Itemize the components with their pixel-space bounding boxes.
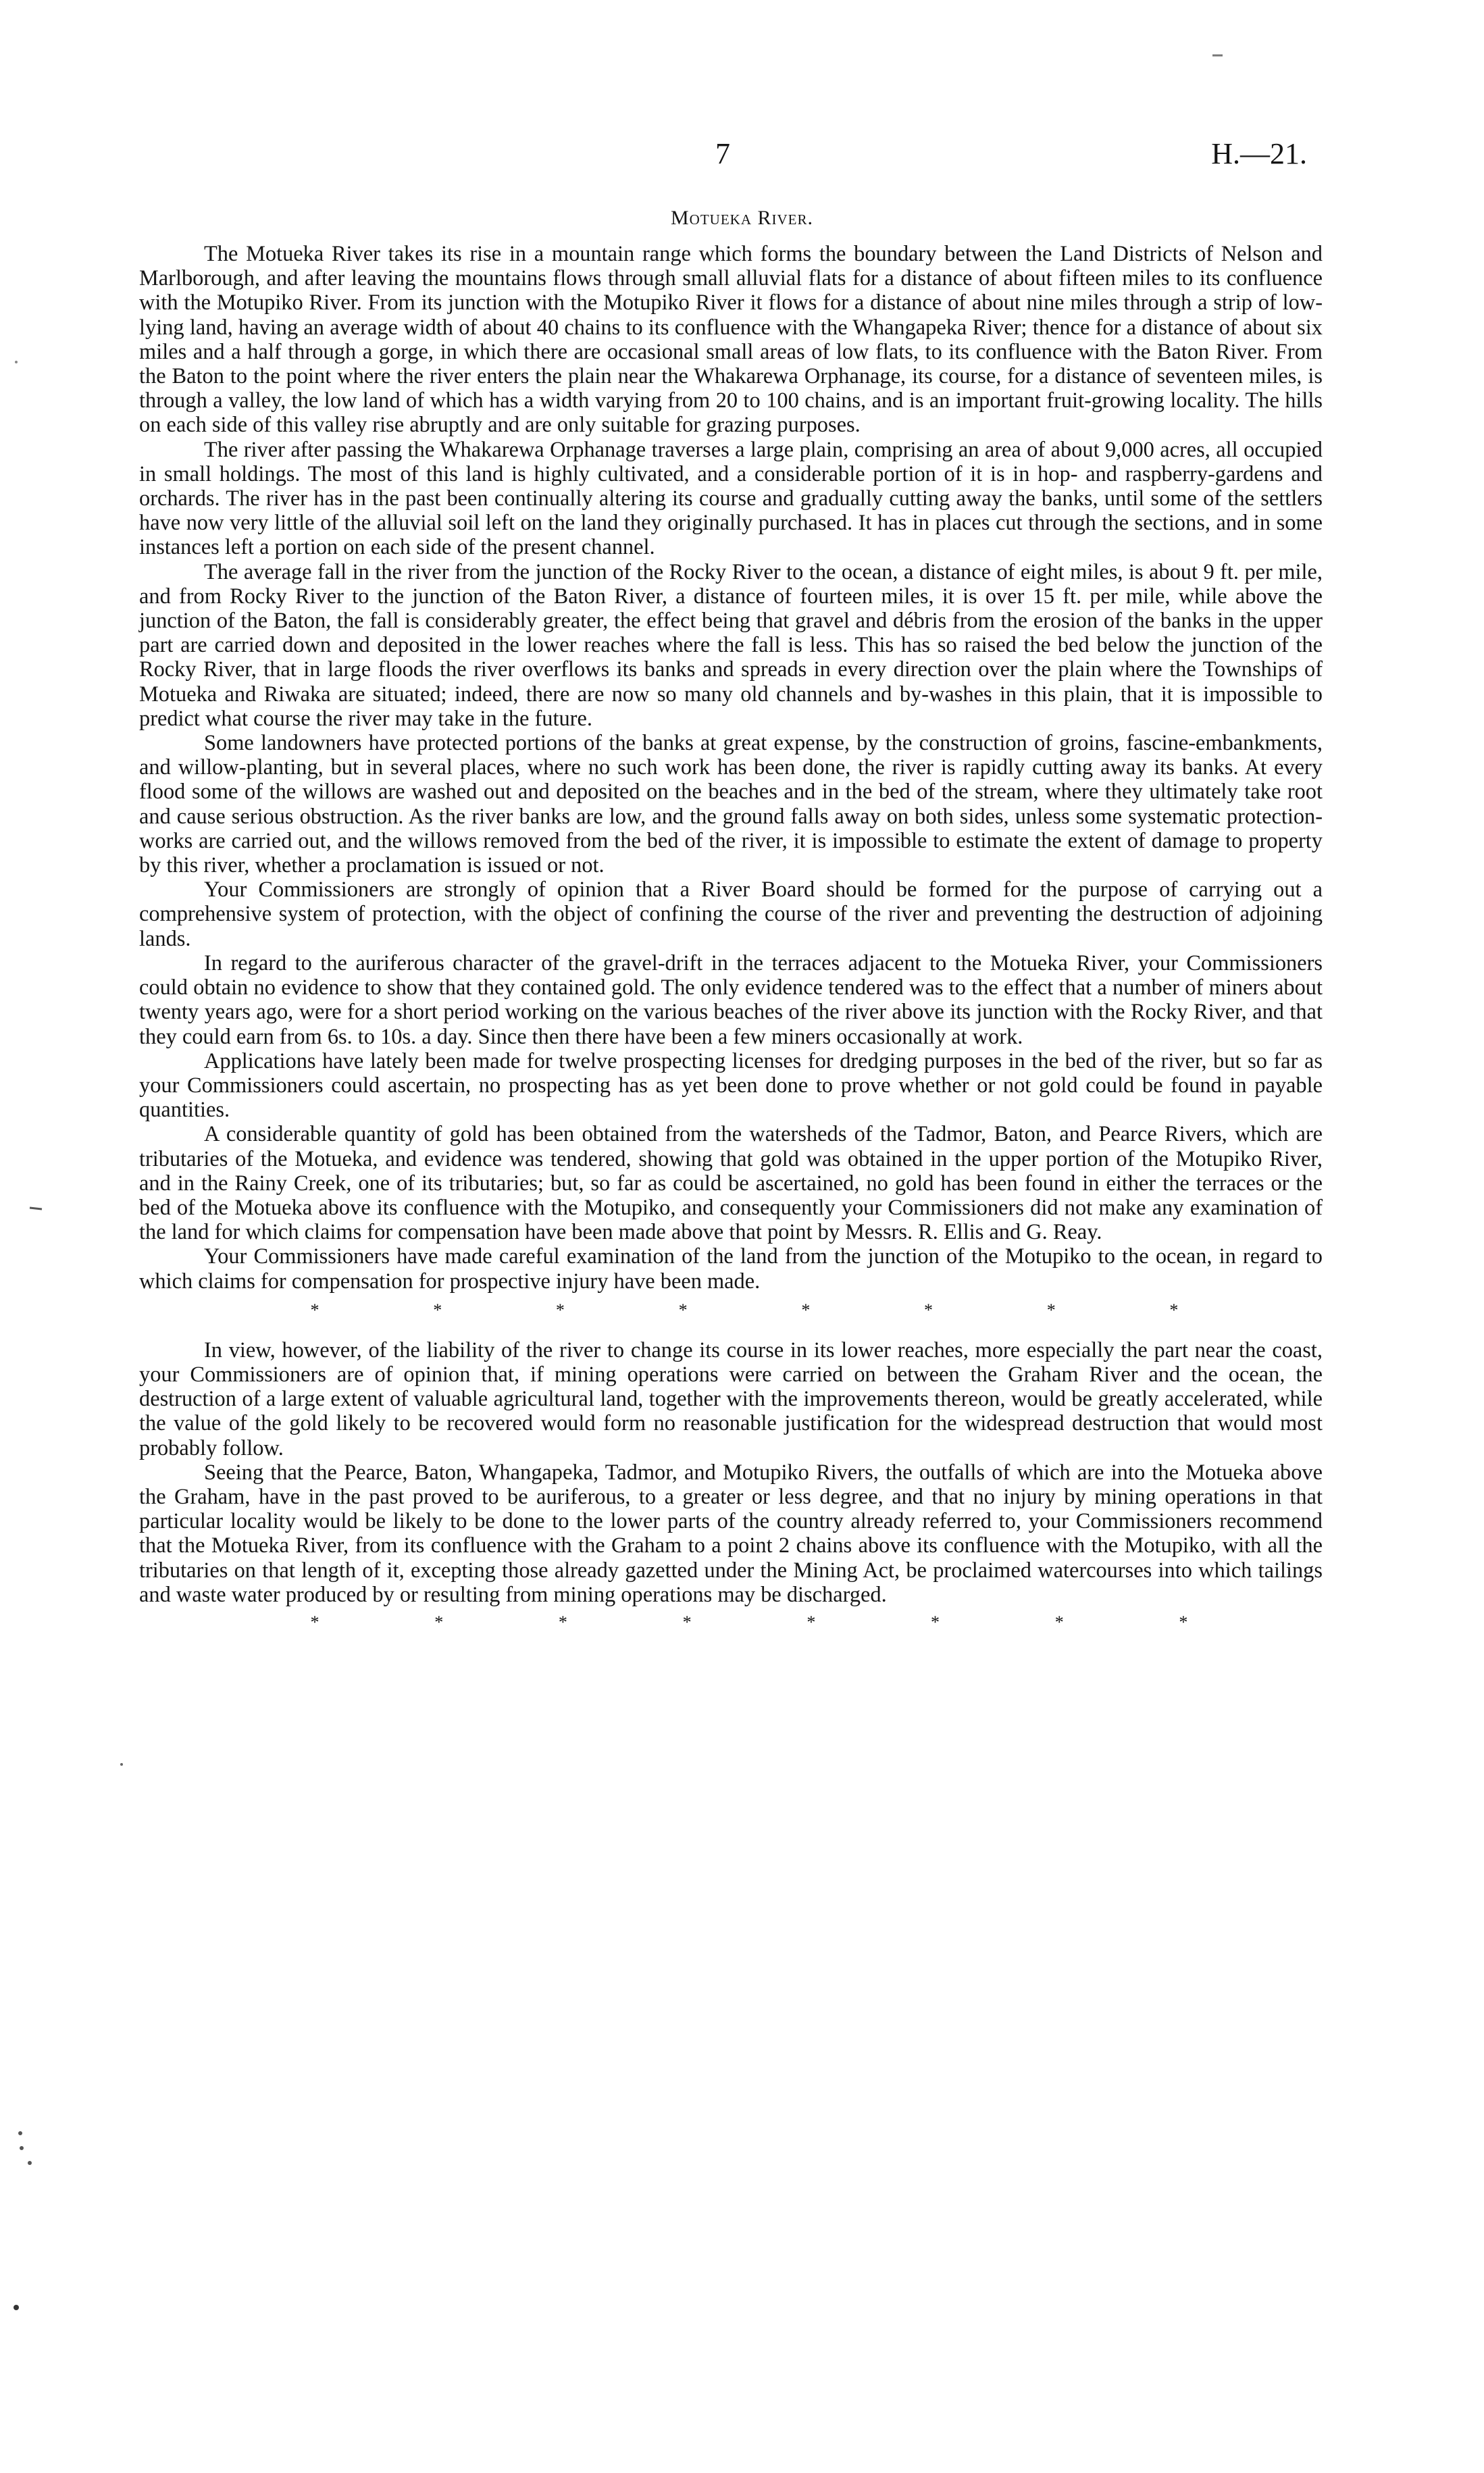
scan-speck — [18, 2131, 22, 2135]
scan-speck — [20, 2146, 24, 2150]
document-body — [139, 242, 1323, 1635]
paragraph: Applications have lately been made for twelve prospecting licenses for dredging purposes in the bed of the river, but so far as your Commissioners could ascertain, no prospecting has as yet been done to prove whether or not gold could be found in payable quantities. — [139, 1048, 1323, 1123]
paragraph: Your Commissioners have made careful examination of the land from the junction of the Motupiko to the ocean, in regard to which claims for compensation for prospective injury have been made. — [139, 1244, 1323, 1294]
asterisk: * — [801, 1300, 811, 1320]
paragraph: The river after passing the Whakarewa Orphanage traverses a large plain, comprising an area of about 9,000 acres, all occupied in small holdings. The most of this land is highly cultivated, and a considerable portion of it is in hop- and raspberry-gardens and orchards. The river has in the past been continually altering its course and gradually cutting away the banks, until some of the settlers have now very little of the alluvial soil left on the land they originally purchased. It has in places cut through the sections, and in some instances left a portion on each side of the present channel. — [139, 437, 1323, 560]
ellipsis-row — [139, 1298, 1323, 1323]
asterisk: * — [1054, 1612, 1064, 1632]
paragraph: Your Commissioners are strongly of opinion that a River Board should be formed for the purpose of carrying out a comprehensive system of protection, with the object of confining the course of the river and preventing the destruction of adjoining lands. — [139, 877, 1323, 951]
asterisk: * — [924, 1300, 933, 1320]
asterisk: * — [558, 1612, 567, 1632]
scan-speck — [15, 361, 18, 363]
asterisk: * — [310, 1612, 319, 1632]
scan-speck — [14, 2305, 19, 2310]
asterisk: * — [434, 1612, 444, 1632]
scan-speck — [120, 1763, 123, 1766]
scan-speck — [30, 1208, 42, 1209]
paper-reference: H.—21. — [1211, 137, 1307, 170]
asterisk: * — [555, 1300, 565, 1320]
page-number: 7 — [715, 137, 730, 170]
paragraph: In view, however, of the liability of the river to change its course in its lower reaches, more especially the part near the coast, your Commissioners are of opinion that, if mining operations were carried on between the Graham River and the ocean, the destruction of a large extent of valuable agricultural land, together with the improvements thereon, would be greatly accelerated, while the value of the gold likely to be recovered would form no reasonable justification for the widespread destruction that would most probably follow. — [139, 1337, 1323, 1460]
asterisk: * — [807, 1612, 816, 1632]
ellipsis-row — [139, 1610, 1323, 1635]
paragraph: The Motueka River takes its rise in a mountain range which forms the boundary between the Land Districts of Nelson and Marlborough, and after leaving the mountains flows through small alluvial flats for a distance of about fifteen miles to its confluence with the Motupiko River. From its junction with the Motupiko River it flows for a distance of about nine miles through a strip of low-lying land, having an average width of about 40 chains to its confluence with the Whangapeka River; thence for a distance of about six miles and a half through a gorge, in which there are occasional small areas of low flats, to its confluence with the Baton River. From the Baton to the point where the river enters the plain near the Whakarewa Orphanage, its course, for a distance of seventeen miles, is through a valley, the low land of which has a width varying from 20 to 100 chains, and is an important fruit-growing locality. The hills on each side of this valley rise abruptly and are only suitable for grazing purposes. — [139, 242, 1323, 438]
paragraph: In regard to the auriferous character of the gravel-drift in the terraces adjacent to the Motueka River, your Commissioners could obtain no evidence to show that they contained gold. The only evidence tendered was to the effect that a number of miners about twenty years ago, were for a short period working on the various beaches of the river above its junction with the Rocky River, and that they could earn from 6s. to 10s. a day. Since then there have been a few miners occasionally at work. — [139, 950, 1323, 1049]
asterisk: * — [1046, 1300, 1056, 1320]
paragraph: A considerable quantity of gold has been obtained from the watersheds of the Tadmor, Baton, and Pearce Rivers, which are tributaries of the Motueka, and evidence was tendered, showing that gold was obtained in the upper portion of the Motupiko River, and in the Rainy Creek, one of its tributaries; but, so far as could be ascertained, no gold has been found in either the terraces or the bed of the Motueka above its confluence with the Motupiko, and consequently your Commissioners did not make any examination of the land for which claims for compensation have been made above that point by Messrs. R. Ellis and G. Reay. — [139, 1122, 1323, 1245]
asterisk: * — [931, 1612, 940, 1632]
asterisk: * — [682, 1612, 692, 1632]
paragraph: Some landowners have protected portions of the banks at great expense, by the construction of groins, fascine-embankments, and willow-planting, but in several places, where no such work has been done, the river is rapidly cutting away its banks. At every flood some of the willows are washed out and deposited on the beaches and in the bed of the stream, where they ultimately take root and cause serious obstruction. As the river banks are low, and the ground falls away on both sides, unless some systematic protection-works are carried out, and the willows removed from the bed of the river, it is impossible to estimate the extent of damage to property by this river, whether a proclamation is issued or not. — [139, 731, 1323, 878]
asterisk: * — [433, 1300, 442, 1320]
section-title: Motueka River. — [671, 207, 813, 229]
asterisk: * — [310, 1300, 319, 1320]
asterisk: * — [678, 1300, 688, 1320]
asterisk: * — [1179, 1612, 1188, 1632]
scan-speck — [28, 2161, 32, 2165]
paragraph: Seeing that the Pearce, Baton, Whangapeka, Tadmor, and Motupiko Rivers, the outfalls of which are into the Motueka above the Graham, have in the past proved to be auriferous, to a greater or less degree, and that no injury by mining operations in that particular locality would be likely to be done to the lower parts of the country already referred to, your Commissioners recommend that the Motueka River, from its confluence with the Graham to a point 2 chains above its confluence with the Motupiko, with all the tributaries on that length of it, excepting those already gazetted under the Mining Act, be proclaimed watercourses into which tailings and waste water produced by or resulting from mining operations may be discharged. — [139, 1460, 1323, 1607]
paragraph: The average fall in the river from the junction of the Rocky River to the ocean, a distance of eight miles, is about 9 ft. per mile, and from Rocky River to the junction of the Baton River, a distance of fourteen miles, it is over 15 ft. per mile, while above the junction of the Baton, the fall is considerably greater, the effect being that gravel and débris from the erosion of the banks in the upper part are carried down and deposited in the lower reaches where the fall is less. This has so raised the bed below the junction of the Rocky River, that in large floods the river overflows its banks and spreads in every direction over the plain where the Townships of Motueka and Riwaka are situated; indeed, there are now so many old channels and by-washes in this plain, that it is impossible to predict what course the river may take in the future. — [139, 559, 1323, 731]
asterisk: * — [1169, 1300, 1179, 1320]
